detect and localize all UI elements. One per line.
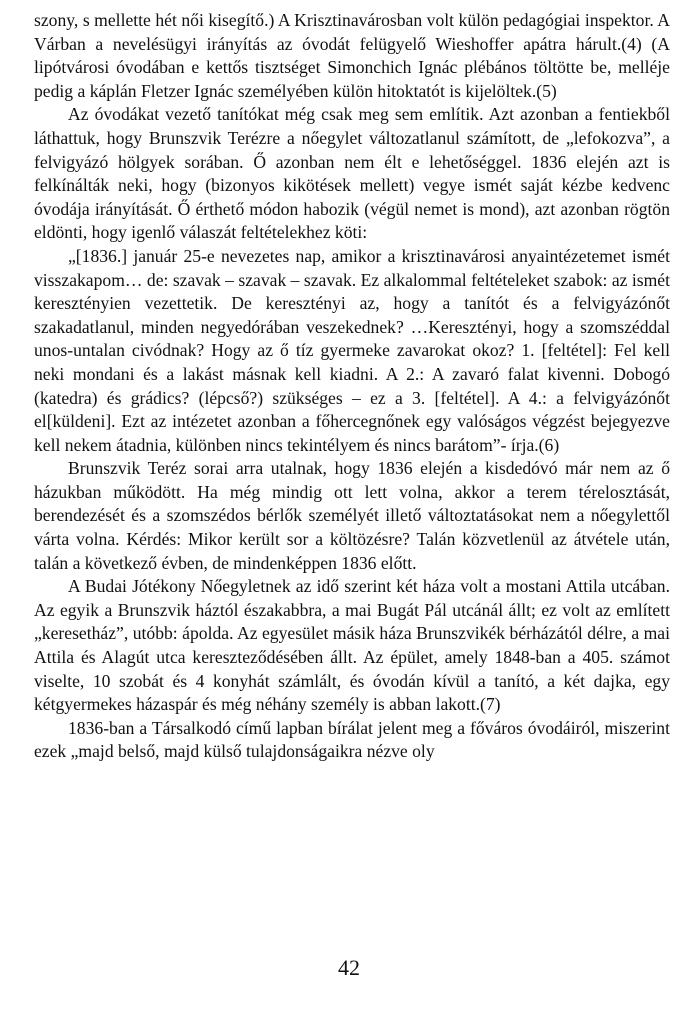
paragraph-brunszvik-lines: Brunszvik Teréz sorai arra utalnak, hogy 1836 elején a kisdedóvó már nem az ő házukban működött. Ha még mindig ott lett volna, akkor a terem térelosztását, berendezését és a szomszédos bérlők személyét illető változtatásokat nem a nőegylettől várta volna. Kérdés: Mikor került sor a költözésre? Talán közvetlenül az átvétele után, talán a következő évben, de mindenképpen 1836 előtt. [34,458,670,573]
page-body [34,9,670,764]
page-number: 42 [338,955,360,980]
paragraph-continuation: szony, s mellette hét női kisegítő.) A Krisztinavárosban volt külön pedagógiai inspektor. A Várban a nevelésügyi irányítás az óvodát felügyelő Wieshoffer apátra hárult.(4) (A lipótvárosi óvodában e kettős tisztséget Simonchich Ignác plébános töltötte be, melléje pedig a káplán Fletzer Ignác személyében külön hitoktatót is kijelöltek.(5) [34,10,670,101]
paragraph-quotation: „[1836.] január 25-e nevezetes nap, amikor a krisztinavárosi anyaintézetemet ismét visszakapom… de: szavak – szavak – szavak. Ez alkalommal feltételeket szabok: az ismét keresztényien vezettetik. De keresztényi az, hogy a tanítót és a felvigyázónőt szakadatlanul, minden negyedórában veszekednek? …Keresztényi, hogy a szomszéddal unos-untalan civódnak? Hogy az ő tíz gyermeke zavarokat okoz? 1. [feltétel]: Fel kell neki mondani és a lakást másnak kell kiadni. A 2.: A zavaró falat kivenni. Dobogó (katedra) és grádics? (lépcső?) szükséges – ez a 3. [feltétel]. A 4.: a felvigyázónőt el[küldeni]. Ezt az intézetet azonban a főhercegnőnek egy valóságos végzést bejegyezve kell nekem átadnia, különben nincs tekintélyem és nincs barátom”- írja.(6) [34,245,670,455]
paragraph-kindergarten-teachers: Az óvodákat vezető tanítókat még csak meg sem említik. Azt azonban a fentiekből láthattuk, hogy Brunszvik Terézre a nőegylet változatlanul számított, de „lefokozva”, a felvigyázó hölgyek sorában. Ő azonban nem élt e lehetőséggel. 1836 elején azt is felkínálták neki, hogy (bizonyos kikötések mellett) vegye ismét saját kézbe kedvenc óvodája irányítását. Ő érthető módon habozik (végül nemet is mond), azt azonban rögtön eldönti, hogy igenlő válaszát feltételekhez köti: [34,104,670,243]
paragraph-budai-noegylet: A Budai Jótékony Nőegyletnek az idő szerint két háza volt a mostani Attila utcában. Az egyik a Brunszvik háztól északabbra, a mai Bugát Pál utcánál állt; ez volt az említett „keresetház”, utóbb: ápolda. Az egyesület másik háza Brunszvikék bérházától délre, a mai Attila és Alagút utca kereszteződésében állt. Az épület, amely 1848-ban a 405. számot viselte, 10 szobát és 4 konyhát számlált, és óvodán kívül a tanító, a két dajka, egy kétgyermekes házaspár és még néhány személy is abban lakott.(7) [34,576,670,715]
paragraph-tarsalkodo: 1836-ban a Társalkodó című lapban bírálat jelent meg a főváros óvodáiról, miszerint ezek „majd belső, majd külső tulajdonságaikra nézve oly [34,717,670,762]
